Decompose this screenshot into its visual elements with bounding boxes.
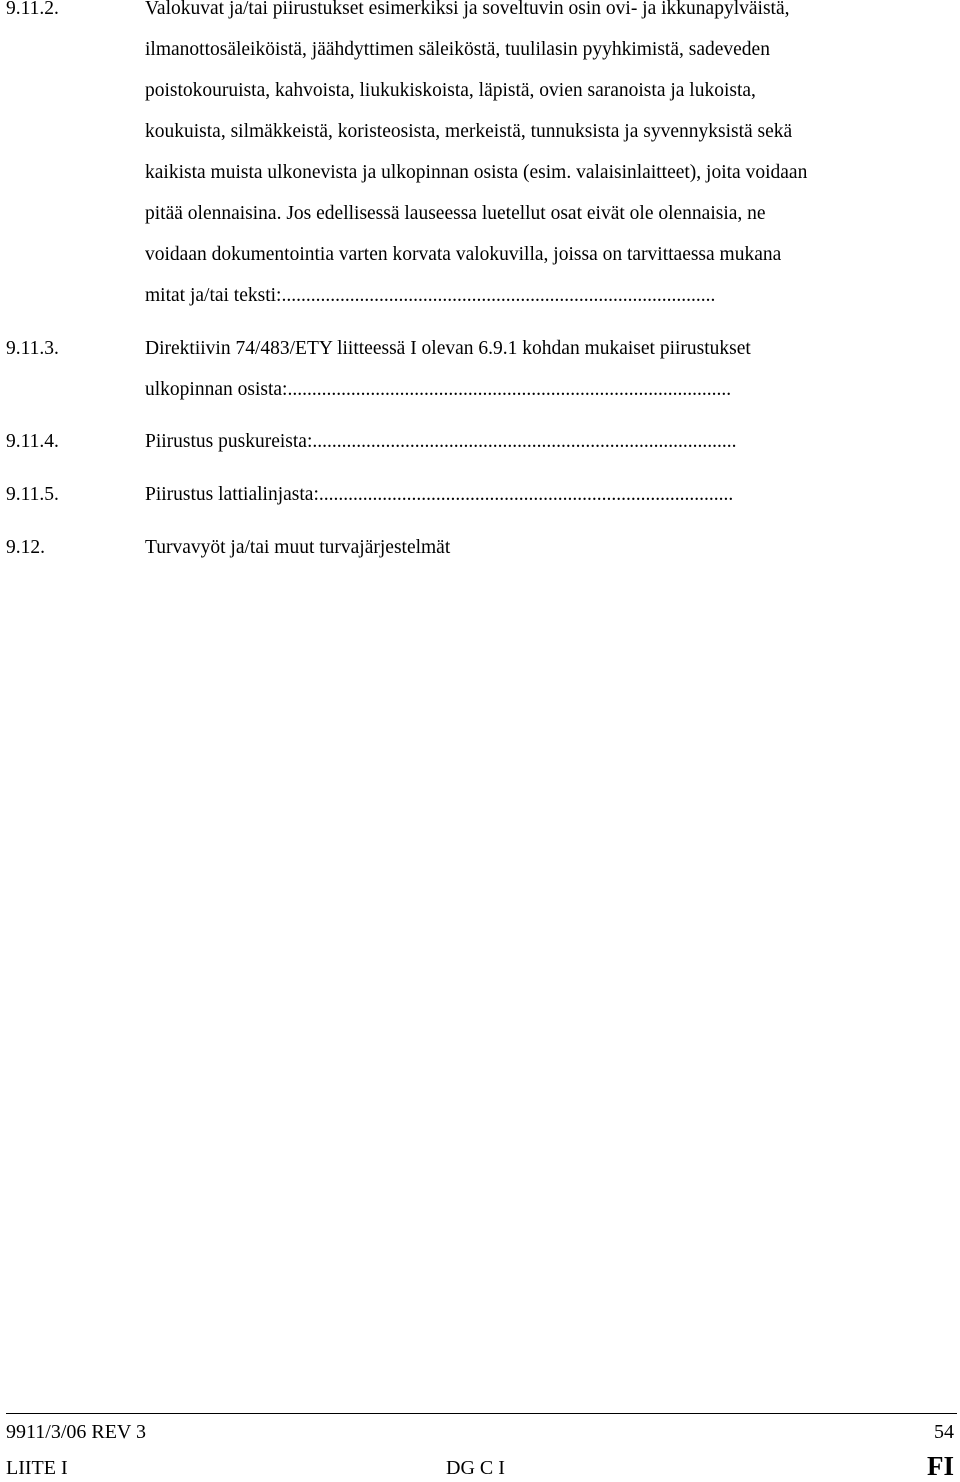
text-line: voidaan dokumentointia varten korvata valokuvilla, joissa on tarvittaessa mukana xyxy=(145,244,782,265)
section-text xyxy=(145,527,955,568)
section-number: 9.12. xyxy=(6,537,45,558)
text-line: Valokuvat ja/tai piirustukset esimerkiksi ja soveltuvin osin ovi- ja ikkunapylväistä, xyxy=(145,0,790,19)
text-line: ulkopinnan osista:........................................................................................... xyxy=(145,379,732,400)
text-line: Turvavyöt ja/tai muut turvajärjestelmät xyxy=(145,537,451,558)
text-line: Direktiivin 74/483/ETY liitteessä I olevan 6.9.1 kohdan mukaiset piirustukset xyxy=(145,338,751,359)
section-9-11-5 xyxy=(6,474,956,515)
footer-divider xyxy=(6,1413,957,1414)
text-line: poistokouruista, kahvoista, liukukiskoista, läpistä, ovien saranoista ja lukoista, xyxy=(145,80,756,101)
text-line: ilmanottosäleiköistä, jäähdyttimen säleiköstä, tuulilasin pyyhkimistä, sadeveden xyxy=(145,39,770,60)
section-9-12 xyxy=(6,527,956,568)
footer-page-number: 54 xyxy=(934,1421,954,1443)
section-number: 9.11.3. xyxy=(6,338,59,359)
section-number: 9.11.5. xyxy=(6,484,59,505)
footer-annex: LIITE I xyxy=(6,1457,68,1479)
section-text xyxy=(145,328,955,410)
footer-doc-reference: 9911/3/06 REV 3 xyxy=(6,1421,147,1443)
section-number: 9.11.2. xyxy=(6,0,59,19)
section-number: 9.11.4. xyxy=(6,431,59,452)
text-line: kaikista muista ulkonevista ja ulkopinnan osista (esim. valaisinlaitteet), joita voidaan xyxy=(145,162,808,183)
section-text xyxy=(145,0,955,316)
section-text xyxy=(145,474,955,515)
text-line: Piirustus lattialinjasta:..................................................................................... xyxy=(145,484,734,505)
section-text xyxy=(145,421,955,462)
footer-language-code: FI xyxy=(927,1451,954,1481)
section-9-11-4 xyxy=(6,421,956,462)
section-9-11-2 xyxy=(6,0,956,316)
text-line: mitat ja/tai teksti:......................................................................................... xyxy=(145,285,716,306)
text-line: pitää olennaisina. Jos edellisessä lauseessa luetellut osat eivät ole olennaisia, ne xyxy=(145,203,766,224)
text-line: Piirustus puskureista:....................................................................................... xyxy=(145,431,737,452)
section-9-11-3 xyxy=(6,328,956,410)
text-line: koukuista, silmäkkeistä, koristeosista, merkeistä, tunnuksista ja syvennyksistä sekä xyxy=(145,121,793,142)
footer-dg: DG C I xyxy=(446,1457,505,1479)
